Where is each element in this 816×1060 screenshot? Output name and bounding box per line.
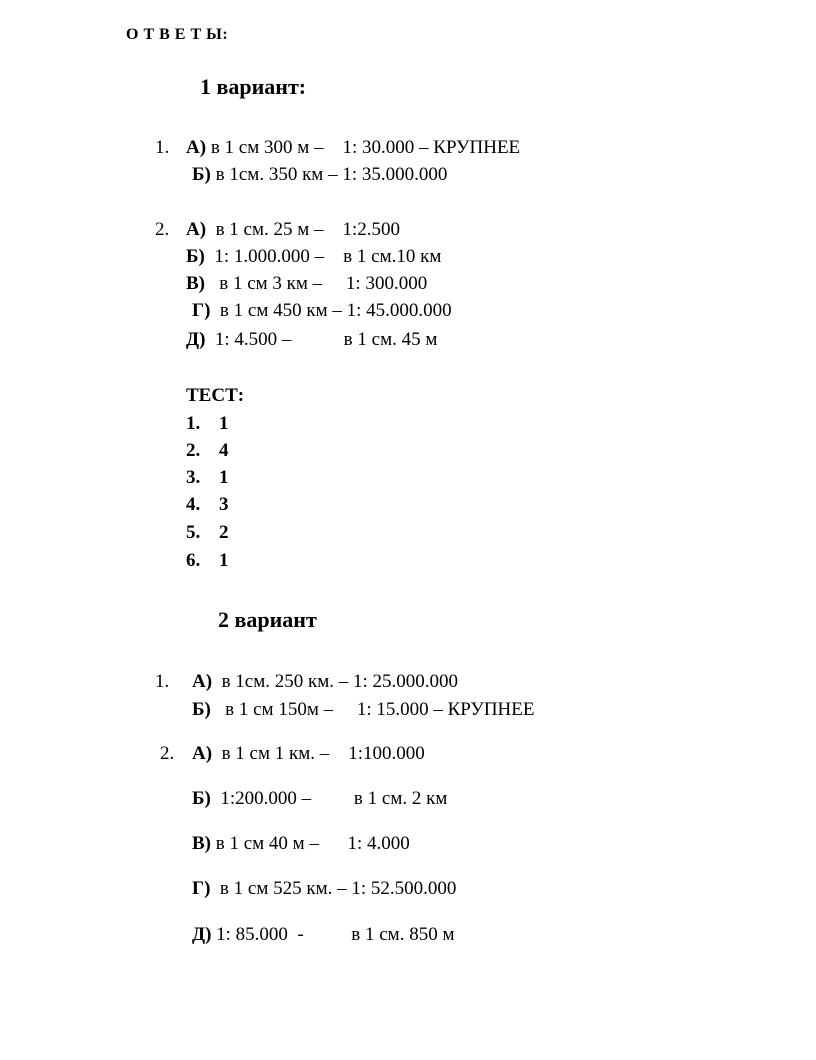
test-item-answer: 1 (219, 550, 229, 571)
v2-q2-c-label: В) (192, 833, 211, 854)
v1-q2-c-label: В) (186, 273, 205, 294)
v2-q2-number: 2. (160, 743, 175, 764)
v1-q1-b-label: Б) (192, 164, 211, 185)
v1-q2-d-text: в 1 см 450 км – 1: 45.000.000 (219, 300, 452, 321)
v2-q2-a-label: А) (192, 743, 213, 764)
v1-q2-number: 2. (155, 219, 170, 240)
v2-q2-b-text: 1:200.000 – в 1 см. 2 км (220, 788, 448, 809)
v2-q2-e-text: 1: 85.000 - в 1 см. 850 м (211, 924, 455, 945)
v2-q1-a-label: А) (192, 671, 213, 692)
v2-q2-d-text: в 1 см 525 км. – 1: 52.500.000 (219, 878, 457, 899)
v1-q1-b-text: в 1см. 350 км – 1: 35.000.000 (210, 164, 448, 185)
v2-q2-answer-d (192, 878, 456, 900)
v2-q2-answer-c (192, 833, 410, 855)
document-title: О Т В Е Т Ы: (126, 26, 229, 43)
v1-q2-b-label: Б) (186, 246, 205, 267)
v2-q1-a-text: в 1см. 250 км. – 1: 25.000.000 (221, 671, 459, 692)
test-item-answer: 1 (219, 413, 229, 434)
v2-q1-answer-a (192, 671, 458, 693)
test-item (186, 440, 229, 462)
test-item-number: 2. (186, 440, 201, 461)
test-item-number: 4. (186, 494, 201, 515)
test-item (186, 413, 229, 435)
v2-q2-answer-e (192, 924, 454, 946)
v1-q1-number: 1. (155, 137, 170, 158)
v1-q2-answer-b (186, 246, 441, 268)
v1-q2-answer-c (186, 273, 427, 295)
v1-q2-answer-a (186, 219, 400, 241)
test-item (186, 467, 229, 489)
test-item-number: 6. (186, 550, 201, 571)
v2-q2-e-label: Д) (192, 924, 212, 945)
v1-q2-a-text: в 1 см. 25 м – 1:2.500 (215, 219, 401, 240)
test-item-answer: 2 (219, 522, 229, 543)
v1-q1-a-text: в 1 см 300 м – 1: 30.000 – КРУПНЕЕ (206, 137, 521, 158)
test-item (186, 522, 229, 544)
v1-q2-c-text: в 1 см 3 км – 1: 300.000 (219, 273, 428, 294)
test-item-answer: 1 (219, 467, 229, 488)
v2-q2-d-label: Г) (192, 878, 211, 899)
test-item (186, 494, 229, 516)
v2-q2-b-label: Б) (192, 788, 211, 809)
v2-q2-c-text: в 1 см 40 м – 1: 4.000 (211, 833, 410, 854)
test-item (186, 550, 229, 572)
v1-q2-a-label: А) (186, 219, 207, 240)
test-item-answer: 3 (219, 494, 229, 515)
v1-q2-e-label: Д) (186, 329, 206, 350)
v2-q2-a-text: в 1 см 1 км. – 1:100.000 (221, 743, 425, 764)
v1-q2-e-text: 1: 4.500 – в 1 см. 45 м (214, 329, 438, 350)
v1-q1-answer-b (192, 164, 447, 186)
v1-q2-answer-d (192, 300, 452, 322)
test-item-number: 5. (186, 522, 201, 543)
v2-q1-number: 1. (155, 671, 170, 692)
v2-q1-answer-b (192, 699, 535, 721)
test-item-number: 1. (186, 413, 201, 434)
test-heading: ТЕСТ: (186, 385, 245, 406)
v1-q2-answer-e (186, 329, 437, 351)
variant-1-heading: 1 вариант: (200, 74, 307, 99)
test-item-answer: 4 (219, 440, 229, 461)
v2-q1-b-label: Б) (192, 699, 211, 720)
variant-2-heading: 2 вариант (218, 607, 317, 632)
test-item-number: 3. (186, 467, 201, 488)
v2-q2-answer-a (192, 743, 425, 765)
v1-q1-a-label: А) (186, 137, 207, 158)
v1-q2-b-text: 1: 1.000.000 – в 1 см.10 км (214, 246, 442, 267)
v2-q1-b-text: в 1 см 150м – 1: 15.000 – КРУПНЕЕ (225, 699, 535, 720)
v2-q2-answer-b (192, 788, 447, 810)
v1-q1-answer-a (186, 137, 520, 159)
v1-q2-d-label: Г) (192, 300, 211, 321)
